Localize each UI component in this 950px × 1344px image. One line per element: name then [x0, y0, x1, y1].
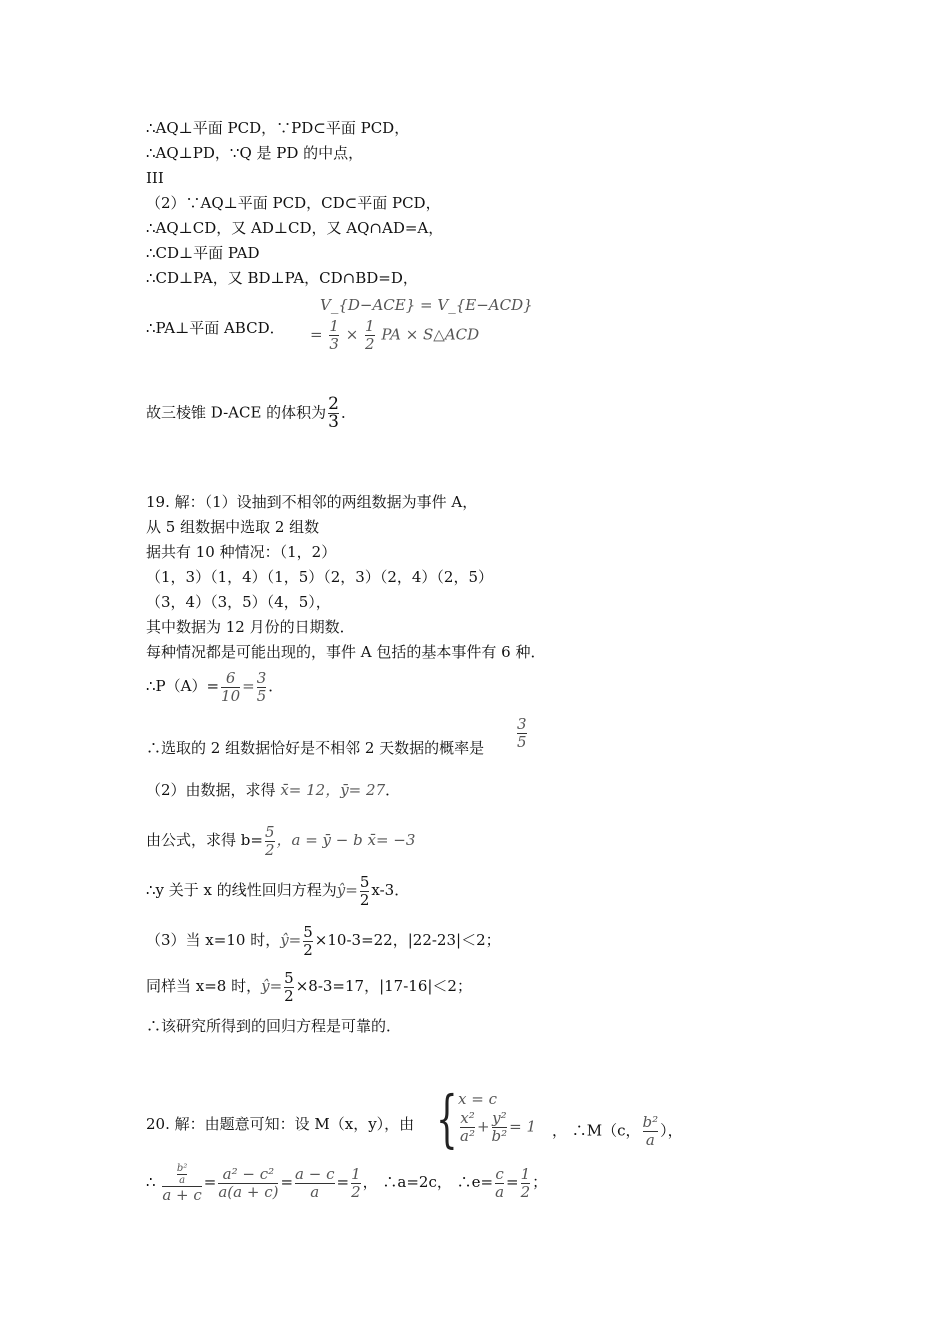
volume-result-end: ．	[341, 403, 357, 422]
q19-line-2: 从 5 组数据中选取 2 组数	[146, 518, 320, 536]
fraction-numerator: 2	[328, 394, 339, 414]
fraction-six-tenths	[221, 670, 240, 705]
q19-line-6: 其中数据为 12 月份的日期数．	[146, 618, 355, 636]
system-brace: {	[436, 1082, 458, 1155]
volume-formula-tail: PA × S△ACD	[381, 325, 480, 344]
fraction-denominator: a	[295, 1183, 334, 1201]
fraction-numerator: a − c	[295, 1164, 335, 1183]
fraction-c-over-a	[495, 1166, 504, 1201]
fraction-numerator	[162, 1163, 201, 1186]
q19-line-1: 19. 解：（1）设抽到不相邻的两组数据为事件 A，	[146, 493, 478, 511]
proof-line-6: ∴CD⊥平面 PAD	[146, 244, 260, 262]
fraction-denominator: 3	[329, 335, 339, 353]
fraction-numerator: 5	[264, 822, 275, 841]
eccentricity-end: ；	[532, 1173, 548, 1191]
part2-text: （2）由数据，求得	[146, 781, 276, 799]
fraction-one-half	[351, 1166, 361, 1201]
times-sign: ×	[345, 325, 359, 344]
fraction-denominator: a	[643, 1131, 659, 1149]
equals-sign: =	[506, 1173, 519, 1191]
fraction-probability	[515, 716, 529, 751]
fraction-slope	[284, 970, 294, 1005]
fraction-numerator: 1	[351, 1164, 361, 1183]
point-m-end: ），	[660, 1121, 683, 1140]
fraction-numerator: 5	[284, 968, 294, 987]
part3-end: ×10-3=22，|22-23|＜2；	[314, 931, 501, 949]
fraction-numerator: c	[495, 1164, 504, 1183]
fraction-one-third	[329, 318, 339, 353]
equals-sign: =	[336, 1173, 350, 1191]
fraction-slope	[360, 874, 370, 909]
fraction-denominator: 5	[517, 733, 527, 751]
fraction-difference	[218, 1166, 278, 1201]
probability-label: ∴P（A）=	[146, 677, 220, 695]
proof-line-3: III	[146, 169, 164, 187]
point-m-text: ， ∴M（c，	[552, 1121, 641, 1140]
q19-probability-calc	[146, 668, 283, 705]
system-line-2	[458, 1110, 536, 1145]
fraction-denominator: 5	[256, 686, 267, 705]
fraction-one-half-b	[521, 1166, 531, 1201]
fraction-numerator: 3	[256, 668, 267, 687]
equals-sign: =	[203, 1173, 217, 1191]
point-m	[552, 1114, 683, 1149]
fraction-b2-over-a	[643, 1114, 659, 1149]
proof-line-4: （2）∵AQ⊥平面 PCD，CD⊂平面 PCD，	[146, 194, 441, 212]
fraction-three-fifths	[257, 670, 267, 705]
fraction-numerator: x²	[460, 1109, 475, 1127]
fraction-numerator: 1	[365, 317, 375, 335]
fraction-denominator: 3	[328, 412, 339, 432]
fraction-numerator: b²	[642, 1113, 659, 1131]
fraction-numerator: 5	[303, 922, 313, 941]
part3b-text: 同样当 x=8 时，	[146, 977, 262, 995]
fraction-denominator: 2	[284, 986, 294, 1005]
fraction-denominator: a²	[460, 1127, 475, 1145]
q19-line-5: （3，4）（3，5）（4，5），	[146, 593, 331, 611]
plus-sign: +	[476, 1117, 490, 1136]
y-hat: ŷ=	[280, 931, 302, 949]
fraction-two-thirds	[328, 396, 339, 431]
fraction-three-fifths-b	[517, 716, 527, 751]
therefore-sign: ∴	[146, 1173, 156, 1191]
q19-probability-statement: ∴选取的 2 组数据恰好是不相邻 2 天数据的概率是	[146, 739, 485, 757]
fraction-denominator: 2	[359, 890, 370, 909]
proof-line-2: ∴AQ⊥PD，∵Q 是 PD 的中点，	[146, 144, 364, 162]
fraction-one-half	[365, 318, 375, 353]
fraction-numerator: 6	[225, 668, 236, 687]
formula-text: 由公式，求得 b=	[146, 831, 263, 849]
q19-regression-line	[146, 870, 409, 910]
equals-one: = 1	[509, 1117, 537, 1136]
y-hat: ŷ=	[261, 977, 283, 995]
fraction-numerator: 1	[520, 1164, 531, 1183]
fraction-denominator: 10	[221, 686, 241, 705]
y-hat: ŷ=	[336, 881, 358, 899]
fraction-y-squared	[492, 1110, 508, 1145]
fraction-slope	[303, 924, 313, 959]
fraction-a-minus-c	[295, 1166, 334, 1201]
q19-line-4: （1，3）（1，4）（1，5）（2，3）（2，4）（2，5）	[146, 568, 494, 586]
q19-part3-line-2	[146, 966, 472, 1006]
part3b-end: ×8-3=17，|17-16|＜2；	[295, 977, 472, 995]
volume-formula-bottom	[310, 318, 479, 353]
proof-line-5: ∴AQ⊥CD，又 AD⊥CD，又 AQ∩AD=A，	[146, 219, 444, 237]
fraction-inner	[177, 1163, 187, 1186]
fraction-denominator: 2	[264, 840, 275, 859]
fraction-numerator: y²	[492, 1109, 507, 1127]
regression-text: ∴y 关于 x 的线性回归方程为	[146, 881, 337, 899]
proof-line-7: ∴CD⊥PA，又 BD⊥PA，CD∩BD=D，	[146, 269, 418, 287]
volume-formula-top: V_{D−ACE} = V_{E−ACD}	[320, 296, 533, 314]
q20-intro: 20. 解：由题意可知：设 M（x，y），由	[146, 1115, 415, 1133]
volume-result-text: 故三棱锥 D-ACE 的体积为	[146, 403, 327, 422]
fraction-denominator: 2	[303, 940, 313, 959]
q19-part3-line-1	[146, 920, 501, 960]
fraction-denominator: 2	[365, 335, 375, 353]
proof-line-1: ∴AQ⊥平面 PCD，∵PD⊂平面 PCD，	[146, 119, 410, 137]
q19-conclusion: ∴该研究所得到的回归方程是可靠的．	[146, 1017, 402, 1035]
q19-formula-line	[146, 820, 415, 860]
fraction-numerator: b²	[176, 1162, 188, 1174]
probability-end: ．	[268, 677, 284, 695]
q19-line-7: 每种情况都是可能出现的，事件 A 包括的基本事件有 6 种．	[146, 643, 546, 661]
part2-end: ．	[385, 781, 401, 799]
regression-end: x-3．	[371, 881, 410, 899]
eccentricity-mid: ， ∴a=2c， ∴e=	[362, 1173, 494, 1191]
fraction-denominator: a(a + c)	[218, 1182, 279, 1201]
fraction-compound	[162, 1163, 201, 1204]
fraction-denominator: b²	[491, 1127, 508, 1145]
fraction-denominator: a	[495, 1182, 505, 1201]
mean-values: x̄= 12，ȳ= 27	[280, 781, 386, 799]
fraction-x-squared	[460, 1110, 475, 1145]
q20-eccentricity-line	[146, 1160, 547, 1204]
equals-sign: =	[280, 1173, 294, 1191]
part3-text: （3）当 x=10 时，	[146, 931, 281, 949]
proof-line-8: ∴PA⊥平面 ABCD．	[146, 319, 285, 337]
fraction-numerator: 3	[517, 715, 527, 733]
equals-sign: =	[242, 677, 255, 695]
volume-result	[146, 396, 356, 431]
fraction-denominator: a + c	[162, 1185, 202, 1204]
q19-part2	[146, 780, 400, 800]
a-expression: ，a = ȳ − b x̄= −3	[276, 831, 416, 849]
q19-line-3: 据共有 10 种情况：（1，2）	[146, 543, 337, 561]
volume-formula-eq: =	[310, 325, 323, 344]
fraction-b-value	[265, 824, 275, 859]
fraction-numerator: a² − c²	[222, 1164, 275, 1183]
fraction-denominator: 2	[351, 1182, 361, 1201]
fraction-numerator: 1	[329, 317, 339, 335]
fraction-denominator: a	[177, 1174, 187, 1186]
fraction-numerator: 5	[359, 872, 370, 891]
system-line-1: x = c	[458, 1090, 497, 1108]
fraction-denominator: 2	[520, 1182, 531, 1201]
